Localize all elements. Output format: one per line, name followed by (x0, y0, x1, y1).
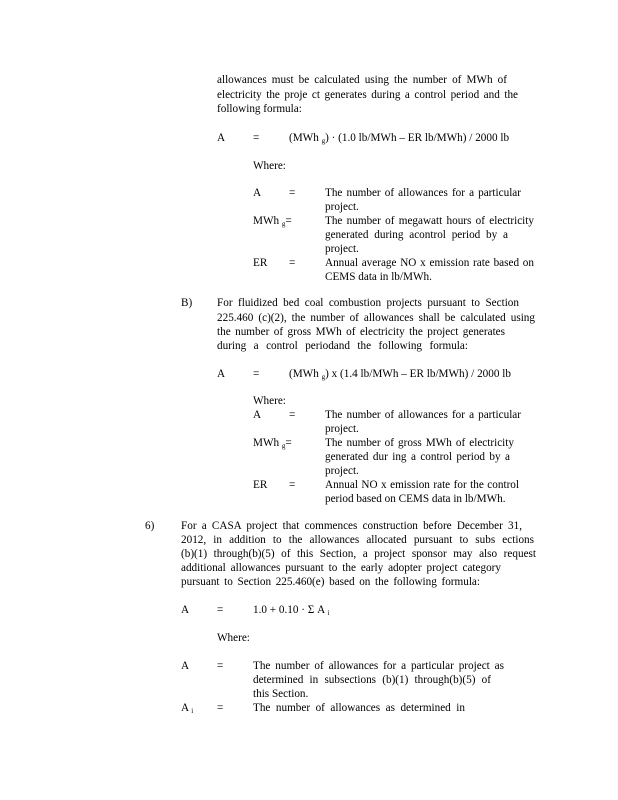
section-label: 6) (145, 520, 155, 532)
text-line: during a control periodand the following formula: (217, 340, 468, 352)
definition-term: MWh $_g$= (253, 215, 292, 228)
definition-text: The number of allowances for a particular (325, 187, 521, 199)
section-label: B) (181, 297, 193, 309)
definition-text: The number of megawatt hours of electricity (325, 215, 534, 227)
formula-lhs: A (217, 132, 226, 144)
formula-rhs: 1.0 + 0.10 · Σ A $_i$ (253, 604, 330, 617)
formula-lhs: A (217, 368, 226, 380)
formula-equals: = (253, 368, 260, 380)
text-line: pursuant to Section 225.460(e) based on the following formula: (181, 576, 480, 588)
text-line: the number of gross MWh of electricity the project generates (217, 326, 505, 338)
definition-term: A (253, 409, 262, 421)
definition-term: ER (253, 479, 268, 491)
definition-equals: = (217, 702, 224, 714)
definition-text: The number of allowances as determined in (253, 702, 465, 714)
text-line: allowances must be calculated using the number of MWh of (217, 74, 507, 86)
definition-text: this Section. (253, 688, 309, 700)
definition-text: CEMS data in lb/MWh. (325, 271, 432, 283)
text-line: For a CASA project that commences construction before December 31, (181, 520, 522, 532)
definition-term: A (253, 187, 262, 199)
text-line: For fluidized bed coal combustion projects pursuant to Section (217, 297, 519, 309)
definition-text: generated during acontrol period by a (325, 229, 508, 241)
definition-text: Annual average NO x emission rate based on (325, 257, 534, 269)
definition-text: period based on CEMS data in lb/MWh. (325, 493, 506, 505)
definition-equals: = (289, 409, 296, 421)
text-line: following formula: (217, 103, 302, 115)
where-label: Where: (217, 632, 250, 644)
definition-text: project. (325, 465, 359, 477)
definition-text: The number of allowances for a particular project as (253, 660, 504, 672)
definition-text: The number of allowances for a particular (325, 409, 521, 421)
definition-text: project. (325, 423, 359, 435)
definition-equals: = (289, 187, 296, 199)
formula-rhs: (MWh $_g$) · (1.0 lb/MWh – ER lb/MWh) / 2000 lb (289, 132, 510, 145)
definition-term: ER (253, 257, 268, 269)
text-line: 225.460 (c)(2), the number of allowances shall be calculated using (217, 312, 535, 324)
where-label: Where: (253, 395, 286, 407)
formula-rhs: (MWh $_g$) x (1.4 lb/MWh – ER lb/MWh) / 2000 lb (289, 368, 511, 381)
definition-term: A $_i$ (181, 702, 194, 715)
formula-equals: = (253, 132, 260, 144)
definition-term: MWh $_g$= (253, 437, 292, 450)
definition-text: generated dur ing a control period by a (325, 451, 510, 463)
text-line: 2012, in addition to the allowances allocated pursuant to subs ections (181, 534, 534, 546)
text-line: (b)(1) through(b)(5) of this Section, a project sponsor may also request (181, 548, 536, 560)
definition-text: Annual NO x emission rate for the control (325, 479, 519, 491)
definition-equals: = (289, 257, 296, 269)
formula-equals: = (217, 604, 224, 616)
definition-equals: = (217, 660, 224, 672)
text-line: electricity the proje ct generates during a control period and the (217, 89, 518, 101)
where-label: Where: (253, 160, 286, 172)
definition-term: A (181, 660, 190, 672)
definition-text: project. (325, 201, 359, 213)
definition-text: The number of gross MWh of electricity (325, 437, 514, 449)
definition-text: project. (325, 243, 359, 255)
text-line: additional allowances pursuant to the early adopter project category (181, 562, 501, 574)
definition-text: determined in subsections (b)(1) through(b)(5) of (253, 674, 491, 686)
definition-equals: = (289, 479, 296, 491)
formula-lhs: A (181, 604, 190, 616)
